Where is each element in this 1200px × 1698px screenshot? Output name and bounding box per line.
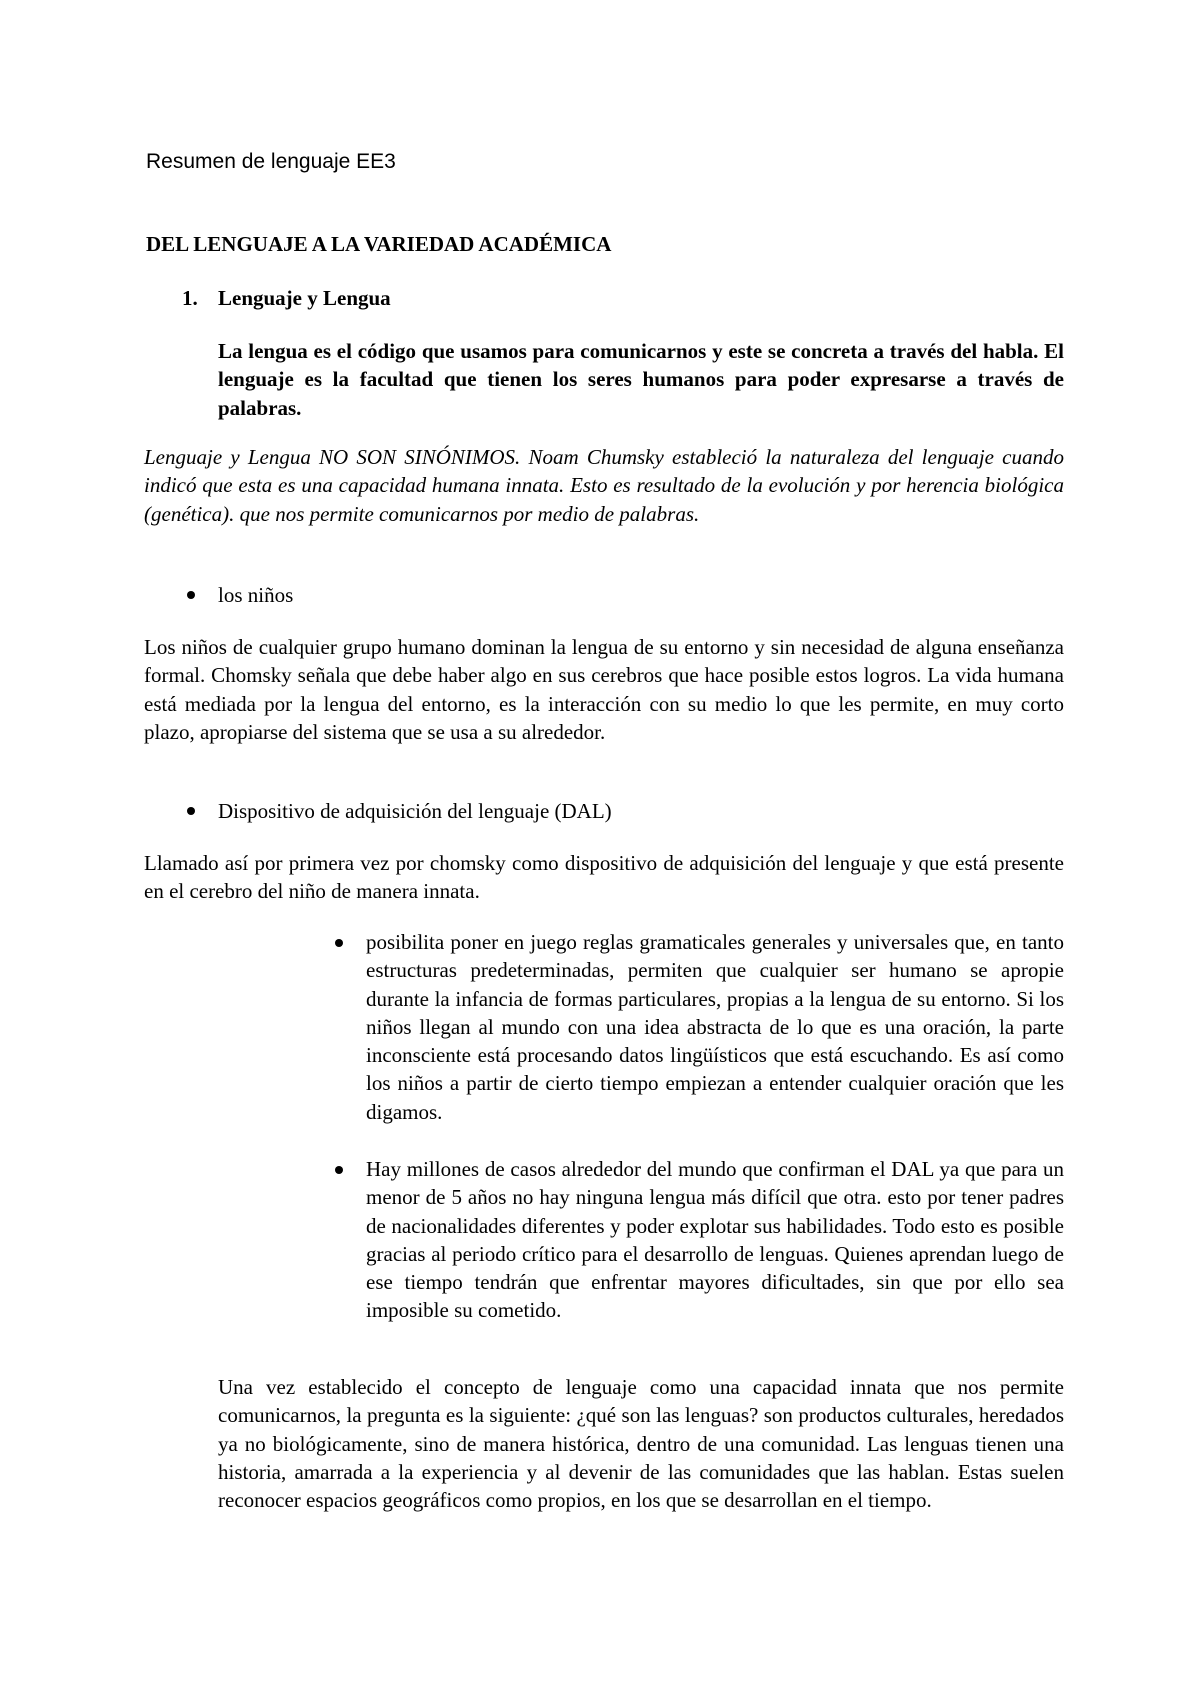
sub-bullet-item — [366, 928, 1064, 1126]
sub-bullet-text: Hay millones de casos alrededor del mundo que confirman el DAL ya que para un menor de 5 años no hay ninguna lengua más difícil que otra. esto por tener padres de nacionalidades diferentes y poder explotar sus habilidades. Todo esto es posible gracias al periodo crítico para el desarrollo de lenguas. Quienes aprendan luego de ese tiempo tendrán que enfrentar mayores dificultades, sin que por ello sea imposible su cometido. — [366, 1157, 1064, 1323]
definition-paragraph: La lengua es el código que usamos para comunicarnos y este se concreta a través del habla. El lenguaje es la facultad que tienen los seres humanos para poder expresarse a través de palabras. — [218, 339, 1064, 420]
bullet-label: Dispositivo de adquisición del lenguaje (DAL) — [218, 799, 612, 823]
bullet-dot-icon — [187, 807, 195, 815]
paragraph-dal: Llamado así por primera vez por chomsky como dispositivo de adquisición del lenguaje y que está presente en el cerebro del niño de manera innata. — [144, 851, 1064, 904]
sub-bullet-text: posibilita poner en juego reglas gramaticales generales y universales que, en tanto estructuras predeterminadas, permiten que cualquier ser humano se apropie durante la infancia de formas particulares, propias a la lengua de su entorno. Si los niños llegan al mundo con una idea abstracta de lo que es una oración, la parte inconsciente está procesando datos lingüísticos que está escuchando. Es así como los niños a partir de cierto tiempo empiezan a entender cualquier oración que les digamos. — [366, 930, 1064, 1124]
bullet-label: los niños — [218, 583, 294, 607]
bullet-item-dal — [218, 797, 612, 825]
paragraph-ninos: Los niños de cualquier grupo humano dominan la lengua de su entorno y sin necesidad de alguna enseñanza formal. Chomsky señala que debe haber algo en sus cerebros que hace posible estos logros. La vida humana está mediada por la lengua del entorno, es la interacción con su medio lo que les permite, en muy corto plazo, apropiarse del sistema que se usa a su alrededor. — [144, 635, 1064, 744]
bullet-dot-icon — [187, 591, 195, 599]
italic-paragraph: Lenguaje y Lengua NO SON SINÓNIMOS. Noam Chumsky estableció la naturaleza del lenguaje cuando indicó que esta es una capacidad humana innata. Esto es resultado de la evolución y por herencia biológica (genética). que nos permite comunicarnos por medio de palabras. — [144, 445, 1064, 526]
numbered-heading-label: Lenguaje y Lengua — [218, 286, 391, 310]
section-title: DEL LENGUAJE A LA VARIEDAD ACADÉMICA — [146, 232, 612, 256]
list-number: 1. — [182, 286, 198, 310]
numbered-heading — [182, 284, 391, 312]
bullet-item-ninos — [218, 581, 293, 609]
bullet-dot-icon — [335, 1166, 343, 1174]
document-header-title: Resumen de lenguaje EE3 — [146, 150, 396, 173]
sub-bullet-item — [366, 1155, 1064, 1325]
bullet-dot-icon — [335, 939, 343, 947]
closing-paragraph: Una vez establecido el concepto de lenguaje como una capacidad innata que nos permite comunicarnos, la pregunta es la siguiente: ¿qué son las lenguas? son productos culturales, heredados ya no biológicamente, sino de manera histórica, dentro de una comunidad. Las lenguas tienen una historia, amarrada a la experiencia y al devenir de las comunidades que las hablan. Estas suelen reconocer espacios geográficos como propios, en los que se desarrollan en el tiempo. — [218, 1375, 1064, 1513]
